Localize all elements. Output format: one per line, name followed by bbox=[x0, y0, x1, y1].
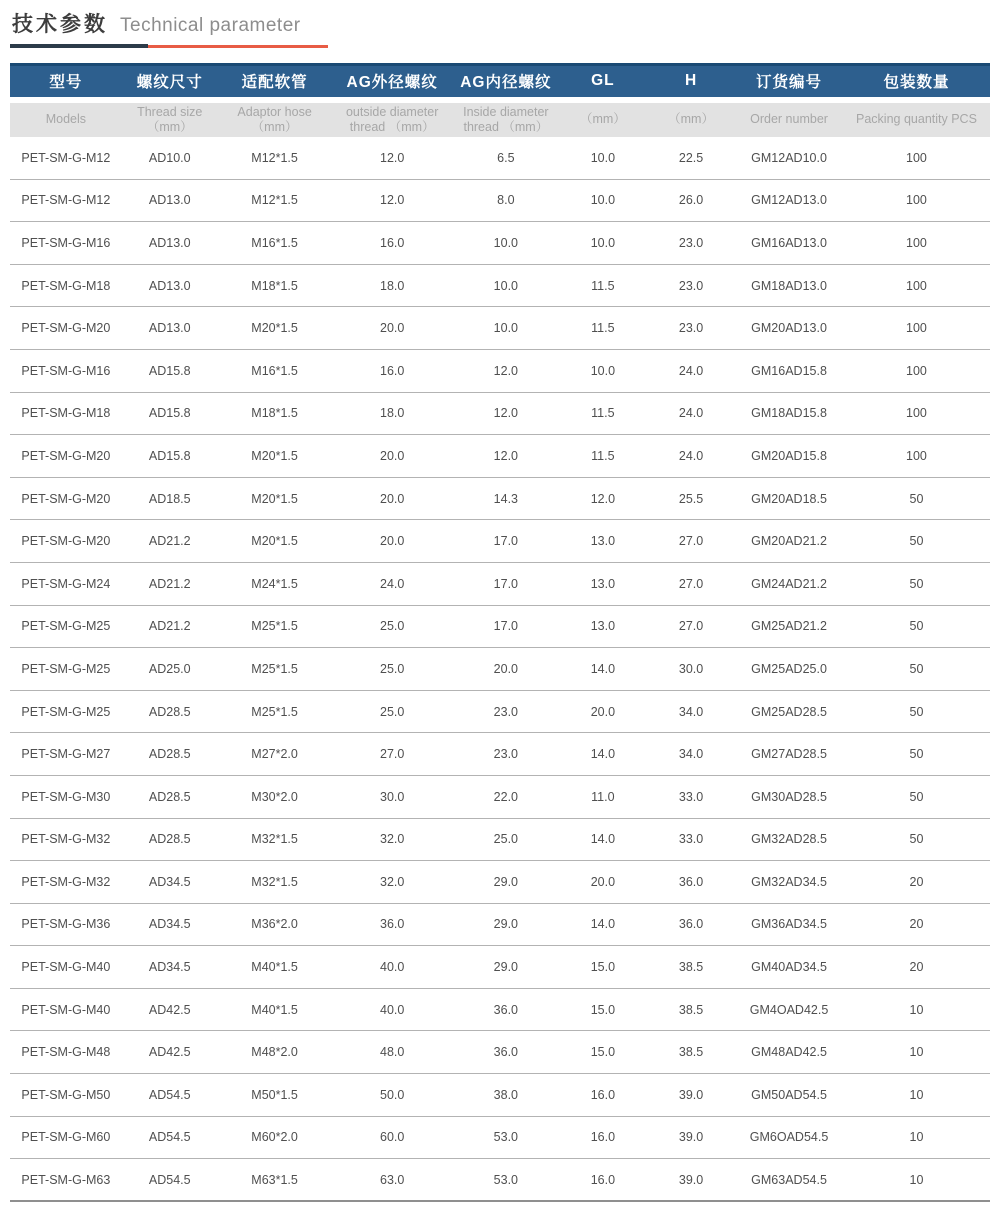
table-row bbox=[10, 307, 990, 350]
table-row bbox=[10, 435, 990, 478]
cell-ag_outside: 20.0 bbox=[380, 534, 405, 549]
cell-ag_inside: 22.0 bbox=[493, 789, 519, 804]
cell-ag_inside: 14.3 bbox=[493, 491, 519, 506]
cell-order_number: GM25AD25.0 bbox=[751, 661, 827, 676]
cell-ag_outside: 18.0 bbox=[380, 406, 405, 421]
cell-adaptor_hose: M18*1.5 bbox=[251, 278, 298, 293]
cell-thread_size: AD10.0 bbox=[148, 150, 191, 165]
cell-thread_size: AD25.0 bbox=[148, 661, 191, 676]
column-subheader-ag-inside: Inside diameter thread （mm） bbox=[453, 103, 559, 137]
cell-h: 24.0 bbox=[678, 406, 704, 421]
cell-ag_inside: 53.0 bbox=[493, 1130, 519, 1145]
cell-order_number: GM25AD21.2 bbox=[751, 619, 827, 634]
cell-packing_qty: 50 bbox=[909, 789, 924, 804]
cell-order_number: GM16AD15.8 bbox=[751, 363, 827, 378]
cell-order_number: GM32AD28.5 bbox=[751, 832, 827, 847]
cell-h: 25.5 bbox=[678, 491, 704, 506]
table-row bbox=[10, 818, 990, 861]
table-row bbox=[10, 946, 990, 989]
cell-order_number: GM24AD21.2 bbox=[751, 576, 827, 591]
cell-models: PET-SM-G-M12 bbox=[21, 150, 111, 165]
cell-packing_qty: 100 bbox=[906, 363, 927, 378]
cell-h: 27.0 bbox=[678, 619, 704, 634]
cell-ag_outside: 25.0 bbox=[380, 704, 405, 719]
cell-gl: 11.0 bbox=[591, 789, 615, 804]
cell-thread_size: AD21.2 bbox=[148, 619, 191, 634]
cell-adaptor_hose: M27*2.0 bbox=[251, 747, 298, 762]
cell-order_number: GM20AD21.2 bbox=[751, 534, 827, 549]
cell-adaptor_hose: M36*2.0 bbox=[251, 917, 298, 932]
cell-ag_inside: 8.0 bbox=[497, 193, 515, 208]
cell-thread_size: AD34.5 bbox=[148, 960, 191, 975]
cell-thread_size: AD21.2 bbox=[148, 576, 191, 591]
cell-h: 36.0 bbox=[678, 917, 704, 932]
cell-packing_qty: 100 bbox=[906, 278, 927, 293]
cell-h: 27.0 bbox=[678, 534, 704, 549]
cell-adaptor_hose: M32*1.5 bbox=[251, 832, 298, 847]
cell-order_number: GM50AD54.5 bbox=[751, 1087, 827, 1102]
cell-models: PET-SM-G-M32 bbox=[21, 874, 111, 889]
cell-h: 30.0 bbox=[678, 661, 704, 676]
cell-h: 34.0 bbox=[678, 704, 704, 719]
cell-gl: 16.0 bbox=[590, 1130, 616, 1145]
cell-ag_inside: 20.0 bbox=[493, 661, 519, 676]
cell-h: 39.0 bbox=[678, 1087, 704, 1102]
cell-order_number: GM48AD42.5 bbox=[751, 1045, 827, 1060]
table-row bbox=[10, 179, 990, 222]
table-row bbox=[10, 605, 990, 648]
cell-gl: 16.0 bbox=[590, 1172, 616, 1187]
cell-adaptor_hose: M16*1.5 bbox=[251, 363, 298, 378]
column-header-h: H bbox=[647, 65, 735, 97]
cell-adaptor_hose: M20*1.5 bbox=[251, 534, 298, 549]
cell-models: PET-SM-G-M40 bbox=[21, 960, 111, 975]
cell-h: 24.0 bbox=[678, 363, 704, 378]
cell-thread_size: AD42.5 bbox=[148, 1045, 191, 1060]
cell-models: PET-SM-G-M48 bbox=[21, 1045, 111, 1060]
cell-gl: 10.0 bbox=[590, 193, 616, 208]
cell-order_number: GM4OAD42.5 bbox=[749, 1002, 829, 1017]
column-header-thread-size: 螺纹尺寸 bbox=[122, 65, 218, 97]
table-row bbox=[10, 1159, 990, 1202]
cell-ag_outside: 24.0 bbox=[380, 576, 405, 591]
cell-models: PET-SM-G-M16 bbox=[21, 363, 111, 378]
cell-ag_outside: 63.0 bbox=[380, 1172, 405, 1187]
cell-h: 36.0 bbox=[678, 874, 704, 889]
cell-ag_outside: 18.0 bbox=[380, 278, 405, 293]
cell-ag_inside: 53.0 bbox=[493, 1172, 519, 1187]
cell-packing_qty: 50 bbox=[909, 534, 924, 549]
column-subheader-adaptor-hose: Adaptor hose （mm） bbox=[218, 103, 332, 137]
cell-ag_inside: 36.0 bbox=[493, 1002, 519, 1017]
table-row bbox=[10, 1031, 990, 1074]
cell-ag_inside: 25.0 bbox=[493, 832, 519, 847]
cell-ag_inside: 23.0 bbox=[493, 704, 519, 719]
cell-thread_size: AD21.2 bbox=[148, 534, 191, 549]
table-row bbox=[10, 349, 990, 392]
cell-ag_outside: 20.0 bbox=[380, 321, 405, 336]
cell-adaptor_hose: M32*1.5 bbox=[251, 874, 298, 889]
cell-h: 27.0 bbox=[678, 576, 704, 591]
column-subheader-packing-qty: Packing quantity PCS bbox=[843, 103, 990, 137]
cell-ag_outside: 50.0 bbox=[380, 1087, 405, 1102]
cell-adaptor_hose: M20*1.5 bbox=[251, 321, 298, 336]
column-subheader-models: Models bbox=[10, 103, 122, 137]
cell-thread_size: AD42.5 bbox=[148, 1002, 191, 1017]
cell-ag_inside: 12.0 bbox=[493, 406, 519, 421]
cell-h: 33.0 bbox=[678, 832, 704, 847]
cell-gl: 15.0 bbox=[590, 1045, 616, 1060]
cell-gl: 20.0 bbox=[590, 874, 616, 889]
cell-gl: 14.0 bbox=[590, 747, 616, 762]
cell-ag_outside: 60.0 bbox=[380, 1130, 405, 1145]
cell-adaptor_hose: M50*1.5 bbox=[251, 1087, 298, 1102]
section-title-en: Technical parameter bbox=[120, 15, 301, 36]
cell-adaptor_hose: M25*1.5 bbox=[251, 704, 298, 719]
cell-thread_size: AD13.0 bbox=[148, 235, 191, 250]
cell-order_number: GM32AD34.5 bbox=[751, 874, 827, 889]
cell-h: 23.0 bbox=[678, 278, 704, 293]
cell-thread_size: AD28.5 bbox=[148, 832, 191, 847]
cell-ag_inside: 10.0 bbox=[493, 278, 519, 293]
cell-ag_outside: 20.0 bbox=[380, 491, 405, 506]
cell-models: PET-SM-G-M40 bbox=[21, 1002, 111, 1017]
cell-models: PET-SM-G-M25 bbox=[21, 704, 111, 719]
table-row bbox=[10, 222, 990, 265]
cell-adaptor_hose: M48*2.0 bbox=[251, 1045, 298, 1060]
cell-ag_inside: 23.0 bbox=[493, 747, 519, 762]
cell-thread_size: AD13.0 bbox=[148, 321, 191, 336]
column-header-gl: GL bbox=[559, 65, 647, 97]
cell-models: PET-SM-G-M25 bbox=[21, 619, 111, 634]
table-row bbox=[10, 988, 990, 1031]
cell-gl: 15.0 bbox=[590, 1002, 616, 1017]
cell-gl: 12.0 bbox=[590, 491, 616, 506]
cell-gl: 14.0 bbox=[590, 917, 616, 932]
cell-h: 34.0 bbox=[678, 747, 704, 762]
cell-gl: 11.5 bbox=[591, 278, 615, 293]
cell-models: PET-SM-G-M16 bbox=[21, 235, 111, 250]
cell-packing_qty: 10 bbox=[909, 1002, 924, 1017]
cell-ag_outside: 25.0 bbox=[380, 661, 405, 676]
cell-models: PET-SM-G-M32 bbox=[21, 832, 111, 847]
cell-gl: 13.0 bbox=[590, 534, 616, 549]
cell-h: 39.0 bbox=[678, 1172, 704, 1187]
cell-adaptor_hose: M60*2.0 bbox=[251, 1130, 298, 1145]
cell-h: 38.5 bbox=[678, 960, 704, 975]
cell-thread_size: AD54.5 bbox=[148, 1130, 191, 1145]
table-row bbox=[10, 690, 990, 733]
cell-packing_qty: 50 bbox=[909, 661, 924, 676]
cell-order_number: GM12AD13.0 bbox=[751, 193, 827, 208]
cell-thread_size: AD28.5 bbox=[148, 747, 191, 762]
cell-adaptor_hose: M63*1.5 bbox=[251, 1172, 298, 1187]
column-subheader-ag-outside: outside diameter thread （mm） bbox=[331, 103, 453, 137]
cell-adaptor_hose: M20*1.5 bbox=[251, 448, 298, 463]
title-underline bbox=[10, 44, 990, 48]
cell-packing_qty: 100 bbox=[906, 406, 927, 421]
cell-ag_inside: 36.0 bbox=[493, 1045, 519, 1060]
cell-packing_qty: 100 bbox=[906, 150, 927, 165]
cell-models: PET-SM-G-M20 bbox=[21, 448, 111, 463]
cell-ag_outside: 48.0 bbox=[380, 1045, 405, 1060]
cell-order_number: GM27AD28.5 bbox=[751, 747, 827, 762]
cell-h: 33.0 bbox=[678, 789, 704, 804]
table-row bbox=[10, 392, 990, 435]
cell-models: PET-SM-G-M27 bbox=[21, 747, 111, 762]
cell-packing_qty: 20 bbox=[909, 874, 924, 889]
cell-thread_size: AD34.5 bbox=[148, 874, 191, 889]
column-header-models: 型号 bbox=[10, 65, 122, 97]
cell-thread_size: AD18.5 bbox=[148, 491, 191, 506]
cell-models: PET-SM-G-M63 bbox=[21, 1172, 111, 1187]
column-subheader-order-number: Order number bbox=[735, 103, 843, 137]
column-subheader-thread-size: Thread size （mm） bbox=[122, 103, 218, 137]
section-title-zh: 技术参数 bbox=[12, 13, 108, 36]
table-row bbox=[10, 903, 990, 946]
cell-gl: 13.0 bbox=[590, 619, 616, 634]
table-row bbox=[10, 477, 990, 520]
cell-ag_inside: 29.0 bbox=[493, 960, 519, 975]
cell-thread_size: AD13.0 bbox=[148, 278, 191, 293]
cell-adaptor_hose: M40*1.5 bbox=[251, 960, 298, 975]
cell-ag_outside: 12.0 bbox=[380, 150, 405, 165]
cell-models: PET-SM-G-M60 bbox=[21, 1130, 111, 1145]
cell-gl: 11.5 bbox=[591, 406, 615, 421]
cell-ag_inside: 12.0 bbox=[493, 363, 519, 378]
cell-models: PET-SM-G-M18 bbox=[21, 278, 111, 293]
cell-models: PET-SM-G-M25 bbox=[21, 661, 111, 676]
cell-packing_qty: 100 bbox=[906, 321, 927, 336]
cell-ag_inside: 10.0 bbox=[493, 235, 519, 250]
cell-thread_size: AD28.5 bbox=[148, 789, 191, 804]
cell-h: 23.0 bbox=[678, 235, 704, 250]
cell-ag_outside: 40.0 bbox=[380, 1002, 405, 1017]
cell-h: 22.5 bbox=[678, 150, 704, 165]
cell-order_number: GM18AD15.8 bbox=[751, 406, 827, 421]
cell-models: PET-SM-G-M50 bbox=[21, 1087, 111, 1102]
cell-adaptor_hose: M20*1.5 bbox=[251, 491, 298, 506]
table-row bbox=[10, 733, 990, 776]
cell-thread_size: AD54.5 bbox=[148, 1172, 191, 1187]
title-underline-red-segment bbox=[148, 45, 328, 48]
cell-packing_qty: 50 bbox=[909, 704, 924, 719]
cell-ag_inside: 10.0 bbox=[493, 321, 519, 336]
cell-order_number: GM20AD18.5 bbox=[751, 491, 827, 506]
cell-adaptor_hose: M40*1.5 bbox=[251, 1002, 298, 1017]
cell-packing_qty: 50 bbox=[909, 619, 924, 634]
cell-h: 23.0 bbox=[678, 321, 704, 336]
cell-ag_outside: 25.0 bbox=[380, 619, 405, 634]
cell-thread_size: AD54.5 bbox=[148, 1087, 191, 1102]
cell-thread_size: AD15.8 bbox=[148, 448, 191, 463]
title-underline-dark-segment bbox=[10, 44, 148, 48]
cell-order_number: GM25AD28.5 bbox=[751, 704, 827, 719]
cell-gl: 16.0 bbox=[590, 1087, 616, 1102]
table-row bbox=[10, 1074, 990, 1117]
cell-packing_qty: 50 bbox=[909, 832, 924, 847]
table-row bbox=[10, 648, 990, 691]
cell-models: PET-SM-G-M12 bbox=[21, 193, 111, 208]
cell-h: 38.5 bbox=[678, 1045, 704, 1060]
cell-gl: 11.5 bbox=[591, 321, 615, 336]
cell-packing_qty: 10 bbox=[909, 1130, 924, 1145]
cell-packing_qty: 100 bbox=[906, 448, 927, 463]
cell-adaptor_hose: M16*1.5 bbox=[251, 235, 298, 250]
cell-ag_inside: 29.0 bbox=[493, 874, 519, 889]
cell-models: PET-SM-G-M30 bbox=[21, 789, 111, 804]
cell-models: PET-SM-G-M20 bbox=[21, 534, 111, 549]
cell-ag_inside: 6.5 bbox=[497, 150, 515, 165]
table-header bbox=[10, 65, 990, 137]
table-row bbox=[10, 520, 990, 563]
cell-adaptor_hose: M18*1.5 bbox=[251, 406, 298, 421]
cell-order_number: GM12AD10.0 bbox=[751, 150, 827, 165]
cell-thread_size: AD28.5 bbox=[148, 704, 191, 719]
cell-models: PET-SM-G-M36 bbox=[21, 917, 111, 932]
table-row bbox=[10, 137, 990, 180]
cell-h: 39.0 bbox=[678, 1130, 704, 1145]
table-row bbox=[10, 775, 990, 818]
cell-packing_qty: 10 bbox=[909, 1172, 924, 1187]
cell-ag_inside: 17.0 bbox=[493, 576, 519, 591]
cell-ag_outside: 36.0 bbox=[380, 917, 405, 932]
cell-packing_qty: 10 bbox=[909, 1045, 924, 1060]
cell-ag_outside: 12.0 bbox=[380, 193, 405, 208]
cell-packing_qty: 50 bbox=[909, 747, 924, 762]
cell-adaptor_hose: M25*1.5 bbox=[251, 661, 298, 676]
cell-ag_outside: 40.0 bbox=[380, 960, 405, 975]
column-header-order-number: 订货编号 bbox=[735, 65, 843, 97]
cell-ag_inside: 38.0 bbox=[493, 1087, 519, 1102]
technical-parameters-table bbox=[10, 63, 990, 1202]
cell-packing_qty: 100 bbox=[906, 193, 927, 208]
header-row-en bbox=[10, 103, 990, 137]
cell-ag_inside: 17.0 bbox=[493, 619, 519, 634]
column-header-ag-inside: AG内径螺纹 bbox=[453, 65, 559, 97]
column-subheader-h: （mm） bbox=[647, 103, 735, 137]
cell-adaptor_hose: M12*1.5 bbox=[251, 150, 298, 165]
cell-gl: 14.0 bbox=[590, 661, 616, 676]
cell-models: PET-SM-G-M20 bbox=[21, 321, 111, 336]
table-row bbox=[10, 861, 990, 904]
cell-ag_outside: 16.0 bbox=[380, 235, 405, 250]
cell-ag_outside: 30.0 bbox=[380, 789, 405, 804]
cell-packing_qty: 50 bbox=[909, 576, 924, 591]
cell-gl: 20.0 bbox=[590, 704, 616, 719]
cell-thread_size: AD15.8 bbox=[148, 363, 191, 378]
cell-h: 24.0 bbox=[678, 448, 704, 463]
table-row bbox=[10, 1116, 990, 1159]
cell-ag_outside: 32.0 bbox=[380, 874, 405, 889]
cell-gl: 13.0 bbox=[590, 576, 616, 591]
cell-adaptor_hose: M25*1.5 bbox=[251, 619, 298, 634]
cell-order_number: GM18AD13.0 bbox=[751, 278, 827, 293]
cell-packing_qty: 20 bbox=[909, 960, 924, 975]
cell-models: PET-SM-G-M20 bbox=[21, 491, 111, 506]
cell-order_number: GM36AD34.5 bbox=[751, 917, 827, 932]
cell-ag_inside: 17.0 bbox=[493, 534, 519, 549]
cell-thread_size: AD34.5 bbox=[148, 917, 191, 932]
table-row bbox=[10, 264, 990, 307]
cell-order_number: GM20AD13.0 bbox=[751, 321, 827, 336]
cell-order_number: GM16AD13.0 bbox=[751, 235, 827, 250]
cell-packing_qty: 20 bbox=[909, 917, 924, 932]
cell-gl: 14.0 bbox=[590, 832, 616, 847]
cell-gl: 10.0 bbox=[590, 235, 616, 250]
table-row bbox=[10, 562, 990, 605]
cell-models: PET-SM-G-M18 bbox=[21, 406, 111, 421]
column-header-packing-qty: 包装数量 bbox=[843, 65, 990, 97]
section-title bbox=[10, 8, 990, 38]
cell-packing_qty: 50 bbox=[909, 491, 924, 506]
header-row-zh bbox=[10, 65, 990, 97]
cell-ag_inside: 12.0 bbox=[493, 448, 519, 463]
cell-packing_qty: 10 bbox=[909, 1087, 924, 1102]
cell-models: PET-SM-G-M24 bbox=[21, 576, 111, 591]
cell-h: 26.0 bbox=[678, 193, 704, 208]
table-body bbox=[10, 137, 990, 1202]
cell-adaptor_hose: M30*2.0 bbox=[251, 789, 298, 804]
cell-adaptor_hose: M24*1.5 bbox=[251, 576, 298, 591]
cell-gl: 10.0 bbox=[590, 150, 616, 165]
cell-order_number: GM20AD15.8 bbox=[751, 448, 827, 463]
cell-thread_size: AD15.8 bbox=[148, 406, 191, 421]
cell-ag_inside: 29.0 bbox=[493, 917, 519, 932]
column-header-adaptor-hose: 适配软管 bbox=[218, 65, 332, 97]
cell-gl: 11.5 bbox=[591, 448, 615, 463]
cell-order_number: GM6OAD54.5 bbox=[749, 1130, 829, 1145]
cell-h: 38.5 bbox=[678, 1002, 704, 1017]
column-subheader-gl: （mm） bbox=[559, 103, 647, 137]
cell-ag_outside: 16.0 bbox=[380, 363, 405, 378]
cell-packing_qty: 100 bbox=[906, 235, 927, 250]
cell-order_number: GM40AD34.5 bbox=[751, 960, 827, 975]
cell-gl: 15.0 bbox=[590, 960, 616, 975]
column-header-ag-outside: AG外径螺纹 bbox=[331, 65, 453, 97]
cell-ag_outside: 32.0 bbox=[380, 832, 405, 847]
cell-ag_outside: 20.0 bbox=[380, 448, 405, 463]
cell-ag_outside: 27.0 bbox=[380, 747, 405, 762]
cell-adaptor_hose: M12*1.5 bbox=[251, 193, 298, 208]
cell-gl: 10.0 bbox=[590, 363, 616, 378]
cell-order_number: GM63AD54.5 bbox=[751, 1172, 827, 1187]
cell-thread_size: AD13.0 bbox=[148, 193, 191, 208]
cell-order_number: GM30AD28.5 bbox=[751, 789, 827, 804]
